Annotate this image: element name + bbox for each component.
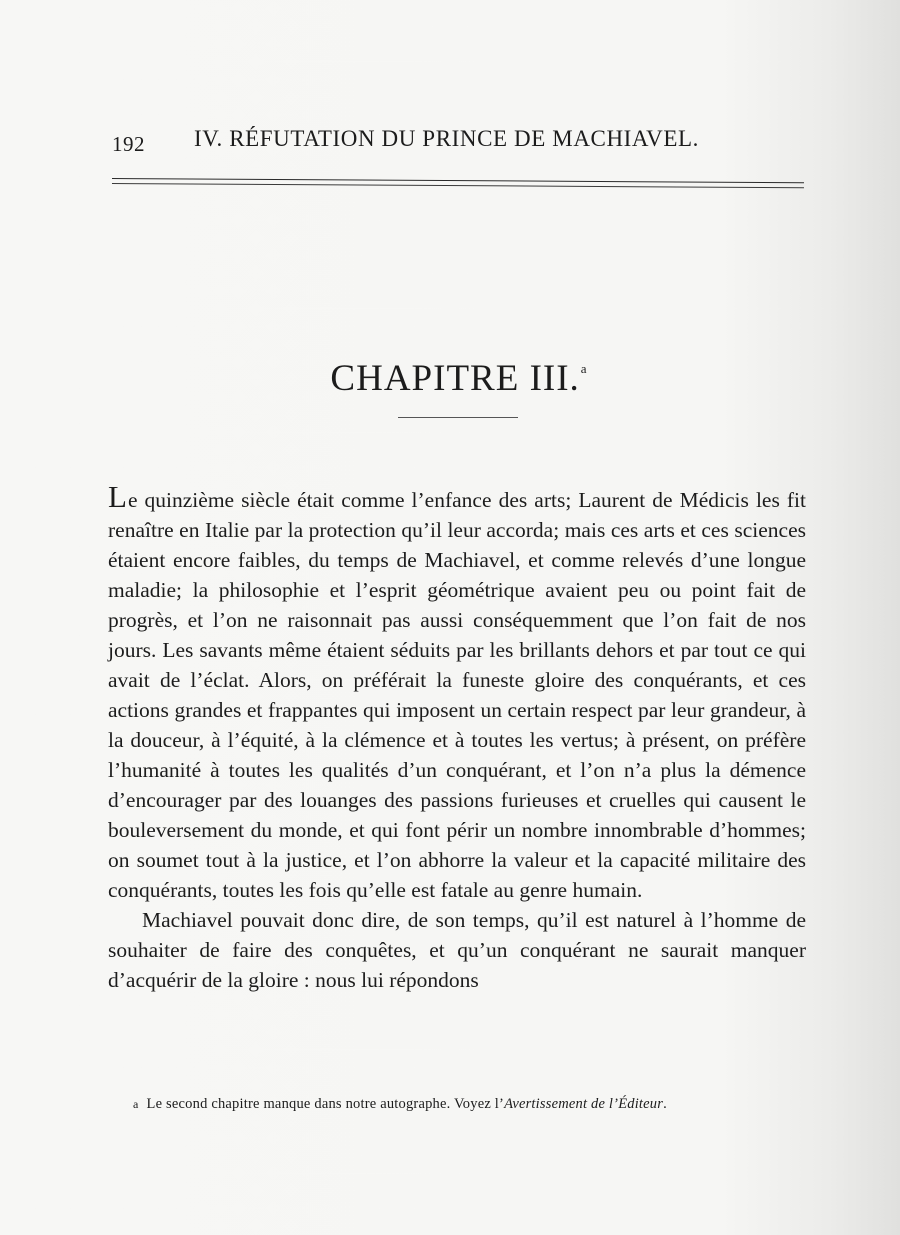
running-head xyxy=(112,126,802,160)
footnote-end: . xyxy=(663,1096,667,1112)
chapter-footnote-marker: a xyxy=(580,360,588,376)
footnote xyxy=(133,1096,833,1113)
paragraph-1-text: e quinzième siècle était comme l’enfance des arts; Laurent de Médicis les fit renaître en Italie par la protection qu’il leur accorda; mais ces arts et ces sciences étaient encore faibles, du temps de Machiavel, et comme relevés d’une longue maladie; la philosophie et l’esprit géométrique avaient peu ou point fait de progrès, et l’on ne raisonnait pas aussi conséquemment que l’on fait de nos jours. Les savants même étaient séduits par les brillants dehors et par tout ce qui avait de l’éclat. Alors, on préférait la funeste gloire des conquérants, et ces actions grandes et frappantes qui imposent un certain respect par leur grandeur, à la douceur, à l’équité, à la clémence et à toutes les vertus; à présent, on préfère l’humanité à toutes les qualités d’un conquérant, et l’on n’a plus la démence d’encourager par des louanges des passions furieuses et cruelles qui causent le bouleversement du monde, et qui font périr un nombre innombrable d’hommes; on soumet tout à la justice, et l’on abhorre la valeur et la capacité militaire des conquérants, toutes les fois qu’elle est fatale au genre humain. xyxy=(108,488,806,902)
paragraph-1 xyxy=(108,479,806,905)
header-double-rule xyxy=(112,178,804,188)
footnote-italic-reference: Avertissement de l’Éditeur xyxy=(504,1096,664,1112)
body-text xyxy=(108,479,806,995)
page-number: 192 xyxy=(112,132,145,156)
chapter-heading xyxy=(0,357,900,400)
paragraph-2: Machiavel pouvait donc dire, de son temps, qu’il est naturel à l’homme de souhaiter de faire des conquêtes, et qu’un conquérant ne saurait manquer d’acquérir de la gloire : nous lui répondons xyxy=(108,908,806,992)
chapter-separator-rule xyxy=(398,417,518,418)
initial-letter: L xyxy=(108,479,128,514)
running-title: IV. RÉFUTATION DU PRINCE DE MACHIAVEL. xyxy=(194,126,700,151)
footnote-text: Le second chapitre manque dans notre autographe. Voyez l’ xyxy=(146,1096,505,1112)
footnote-marker: a xyxy=(133,1097,139,1111)
chapter-title: CHAPITRE III. xyxy=(330,357,580,399)
